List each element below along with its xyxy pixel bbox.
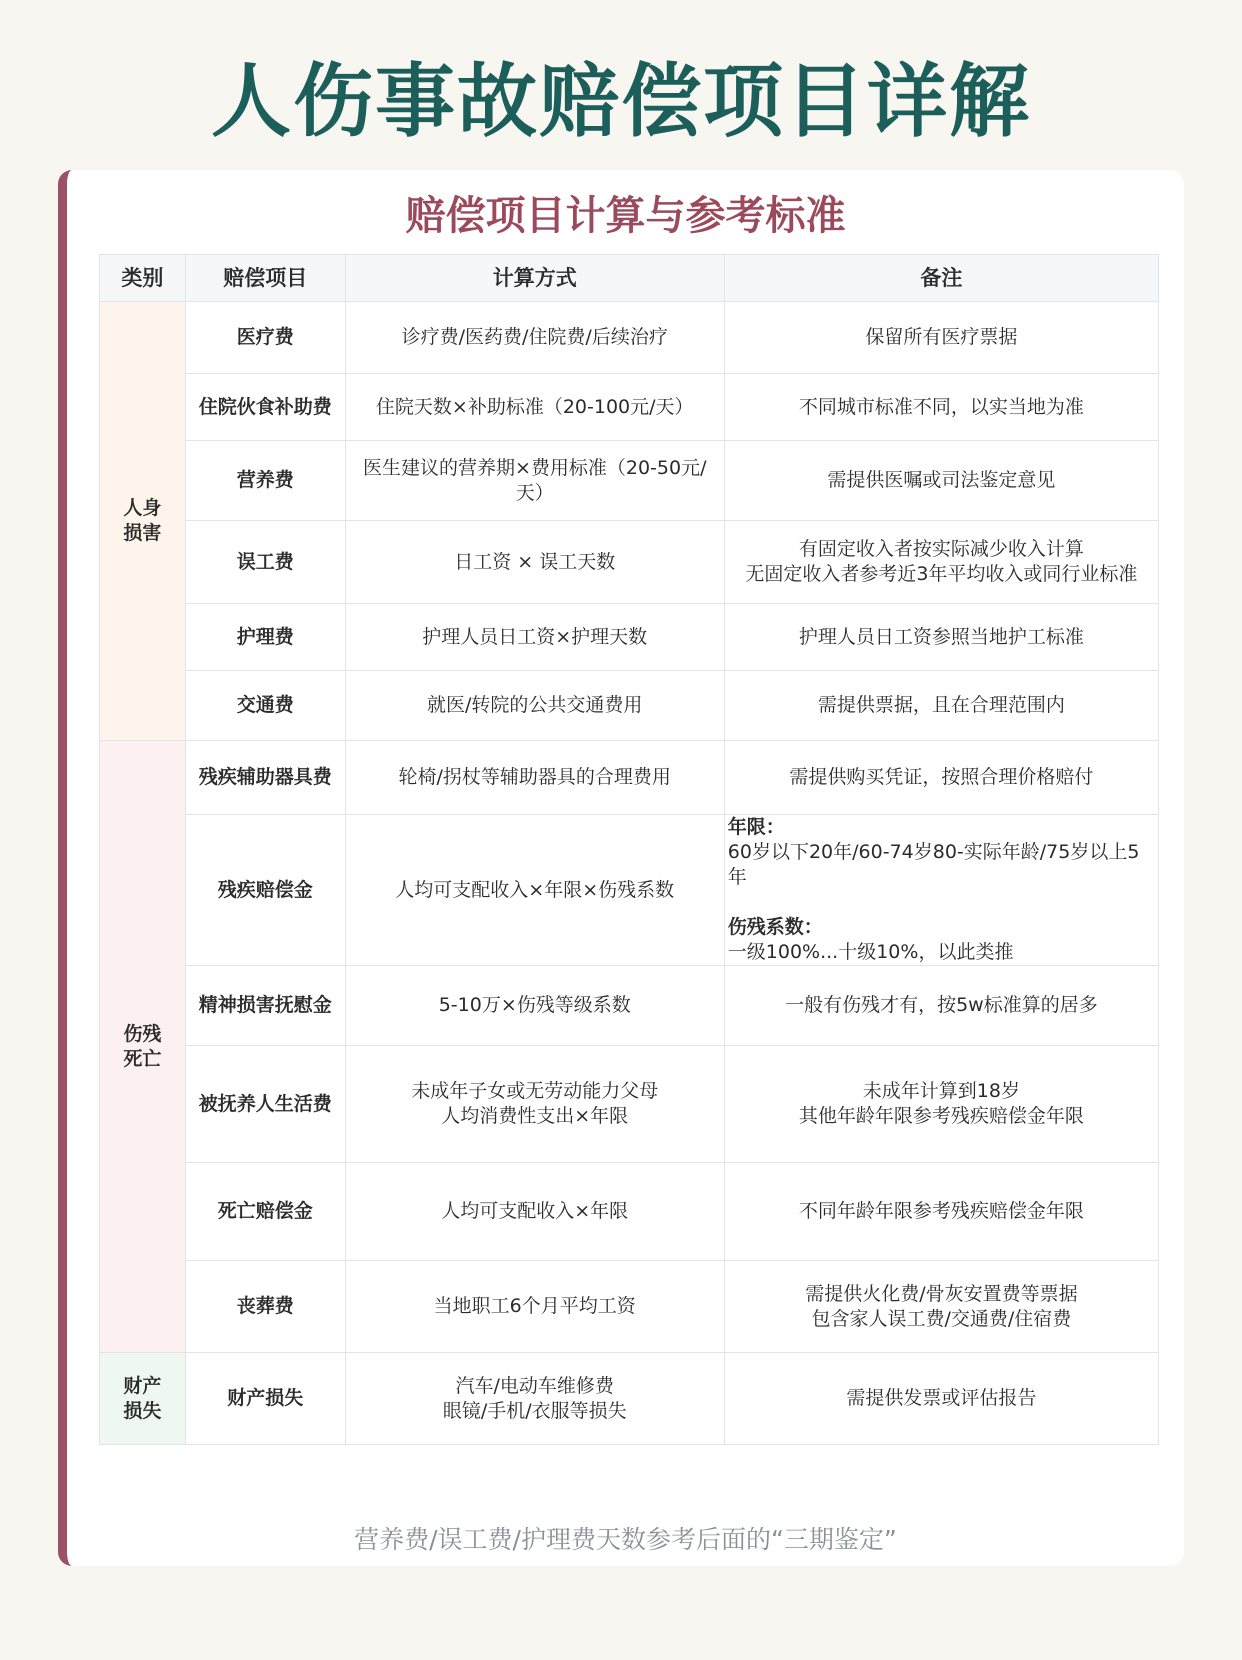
item-cell: 精神损害抚慰金	[185, 966, 345, 1046]
header-method: 计算方式	[345, 255, 724, 302]
note-cell: 需提供医嘱或司法鉴定意见	[724, 441, 1158, 521]
note-cell: 不同城市标准不同，以实当地为准	[724, 374, 1158, 441]
method-cell: 日工资 × 误工天数	[345, 521, 724, 604]
table-row	[100, 741, 1159, 815]
note-line: 需提供火化费/骨灰安置费等票据	[805, 1282, 1078, 1305]
item-cell: 被抚养人生活费	[185, 1046, 345, 1163]
table-row	[100, 441, 1159, 521]
note-cell: 不同年龄年限参考残疾赔偿金年限	[724, 1163, 1158, 1261]
method-cell	[345, 1353, 724, 1445]
method-line: 汽车/电动车维修费	[455, 1374, 614, 1397]
item-cell: 住院伙食补助费	[185, 374, 345, 441]
table-row	[100, 671, 1159, 741]
table-row	[100, 374, 1159, 441]
method-line: 未成年子女或无劳动能力父母	[411, 1080, 659, 1102]
item-cell: 交通费	[185, 671, 345, 741]
category-cell-personal: 人身损害	[100, 302, 186, 741]
note-cell	[724, 521, 1158, 604]
compensation-table	[99, 254, 1159, 1445]
method-cell: 住院天数×补助标准（20-100元/天）	[345, 374, 724, 441]
card-subtitle: 赔偿项目计算与参考标准	[405, 193, 846, 239]
method-cell	[345, 1046, 724, 1163]
table-row	[100, 1261, 1159, 1353]
item-cell: 营养费	[185, 441, 345, 521]
note-cell: 需提供购买凭证，按照合理价格赔付	[724, 741, 1158, 815]
note-cell: 一般有伤残才有，按5w标准算的居多	[724, 966, 1158, 1046]
note-cell: 护理人员日工资参照当地护工标准	[724, 604, 1158, 671]
table-row	[100, 1353, 1159, 1445]
method-cell: 5-10万×伤残等级系数	[345, 966, 724, 1046]
note-line: 未成年计算到18岁	[862, 1080, 1020, 1102]
note-cell	[724, 1261, 1158, 1353]
note-line: 有固定收入者按实际减少收入计算	[798, 538, 1084, 560]
note-line: 一级100%...十级10%，以此类推	[727, 941, 1014, 963]
method-line: 眼镜/手机/衣服等损失	[442, 1399, 627, 1422]
note-line: 60岁以下20年/60-74岁80-实际年龄/75岁以上5年	[727, 841, 1140, 888]
note-label-years: 年限：	[727, 816, 785, 838]
table-row	[100, 604, 1159, 671]
method-cell: 就医/转院的公共交通费用	[345, 671, 724, 741]
header-category: 类别	[100, 255, 186, 302]
item-cell: 护理费	[185, 604, 345, 671]
method-cell: 诊疗费/医药费/住院费/后续治疗	[345, 302, 724, 374]
header-item: 赔偿项目	[185, 255, 345, 302]
note-label-coefficient: 伤残系数：	[727, 916, 823, 938]
page-title: 人伤事故赔偿项目详解	[211, 55, 1031, 148]
method-cell: 医生建议的营养期×费用标准（20-50元/天）	[345, 441, 724, 521]
footnote: 营养费/误工费/护理费天数参考后面的“三期鉴定”	[354, 1525, 897, 1554]
compensation-card	[58, 170, 1184, 1566]
note-cell: 需提供票据，且在合理范围内	[724, 671, 1158, 741]
table-row	[100, 521, 1159, 604]
category-cell-disability: 伤残死亡	[100, 741, 186, 1353]
note-line: 其他年龄年限参考残疾赔偿金年限	[798, 1105, 1084, 1127]
category-cell-property: 财产损失	[100, 1353, 186, 1445]
table-row	[100, 966, 1159, 1046]
note-cell	[724, 1046, 1158, 1163]
note-line: 无固定收入者参考近3年平均收入或同行业标准	[745, 563, 1138, 585]
note-cell: 需提供发票或评估报告	[724, 1353, 1158, 1445]
note-cell	[724, 815, 1158, 966]
table-header-row	[100, 255, 1159, 302]
item-cell: 残疾赔偿金	[185, 815, 345, 966]
method-cell: 当地职工6个月平均工资	[345, 1261, 724, 1353]
method-cell: 护理人员日工资×护理天数	[345, 604, 724, 671]
item-cell: 医疗费	[185, 302, 345, 374]
item-cell: 残疾辅助器具费	[185, 741, 345, 815]
item-cell: 死亡赔偿金	[185, 1163, 345, 1261]
item-cell: 丧葬费	[185, 1261, 345, 1353]
note-cell: 保留所有医疗票据	[724, 302, 1158, 374]
note-line: 包含家人误工费/交通费/住宿费	[811, 1307, 1072, 1330]
method-cell: 人均可支配收入×年限	[345, 1163, 724, 1261]
table-row	[100, 815, 1159, 966]
table-row	[100, 1163, 1159, 1261]
item-cell: 财产损失	[185, 1353, 345, 1445]
item-cell: 误工费	[185, 521, 345, 604]
header-note: 备注	[724, 255, 1158, 302]
table-row	[100, 302, 1159, 374]
method-cell: 人均可支配收入×年限×伤残系数	[345, 815, 724, 966]
method-line: 人均消费性支出×年限	[441, 1105, 629, 1127]
method-cell: 轮椅/拐杖等辅助器具的合理费用	[345, 741, 724, 815]
table-row	[100, 1046, 1159, 1163]
